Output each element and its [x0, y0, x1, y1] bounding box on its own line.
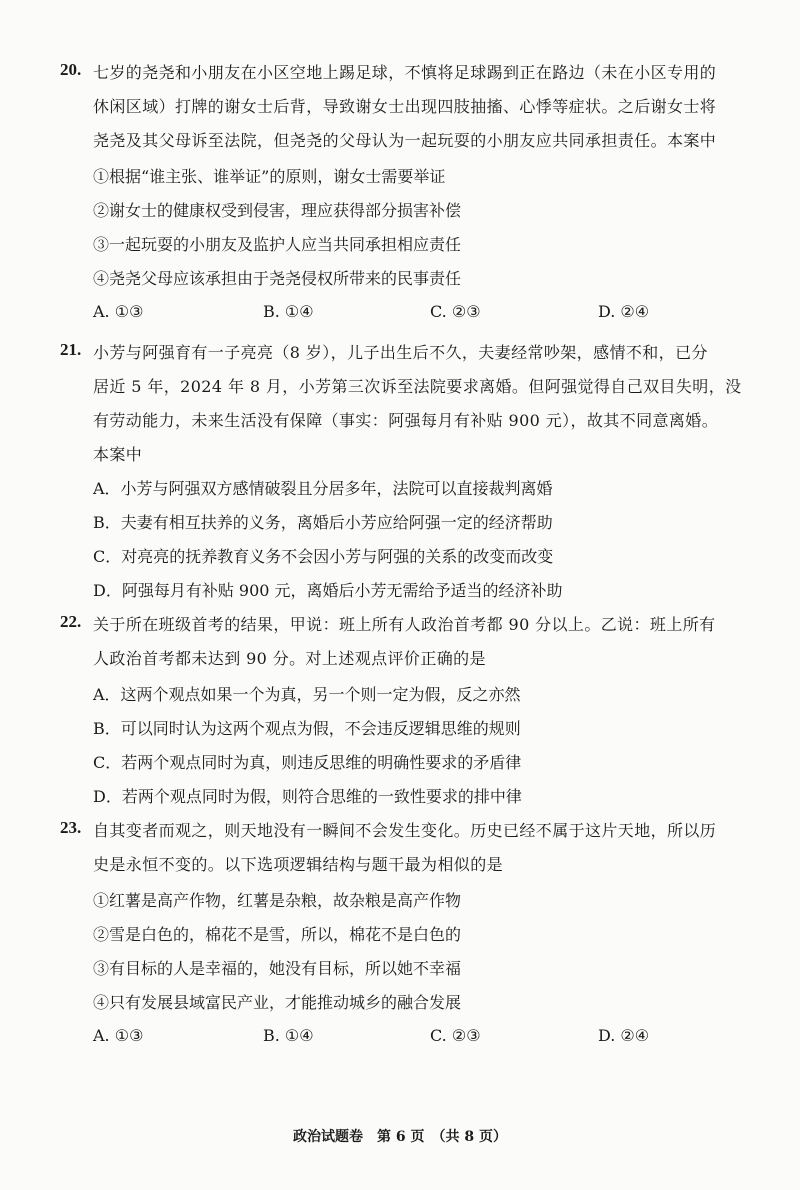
question-text-line: 史是永恒不变的。以下选项逻辑结构与题干最为相似的是 [93, 855, 504, 874]
choice-a[interactable]: A．这两个观点如果一个为真，另一个则一定为假，反之亦然 [93, 685, 521, 704]
question-text-line: 尧尧及其父母诉至法院，但尧尧的父母认为一起玩耍的小朋友应共同承担责任。本案中 [93, 131, 717, 150]
choice-b[interactable]: B. ①④ [263, 1026, 314, 1045]
statement: ①根据“谁主张、谁举证”的原则，谢女士需要举证 [93, 167, 446, 186]
choice-d[interactable]: D. ②④ [598, 302, 650, 321]
question-text-line: 居近 5 年，2024 年 8 月，小芳第三次诉至法院要求离婚。但阿强觉得自己双目失明，没 [93, 377, 742, 396]
question-text-line: 自其变者而观之，则天地没有一瞬间不会发生变化。历史已经不属于这片天地，所以历 [93, 821, 717, 840]
choice-b[interactable]: B．夫妻有相互扶养的义务，离婚后小芳应给阿强一定的经济帮助 [93, 513, 553, 532]
choice-c[interactable]: C. ②③ [430, 1026, 481, 1045]
choice-a[interactable]: A．小芳与阿强双方感情破裂且分居多年，法院可以直接裁判离婚 [93, 479, 553, 498]
page-footer: 政治试题卷 第 6 页 （共 8 页） [293, 1129, 507, 1145]
question-text-line: 小芳与阿强育有一子亮亮（8 岁），儿子出生后不久，夫妻经常吵架，感情不和，已分 [93, 343, 708, 362]
question-number: 22. [60, 612, 82, 631]
choice-c[interactable]: C. ②③ [430, 302, 481, 321]
choice-d[interactable]: D．阿强每月有补贴 900 元，离婚后小芳无需给予适当的经济补助 [93, 581, 563, 600]
statement: ③有目标的人是幸福的，她没有目标，所以她不幸福 [93, 959, 462, 978]
question-number: 23. [60, 818, 82, 837]
question-text-line: 人政治首考都未达到 90 分。对上述观点评价正确的是 [93, 649, 486, 668]
statement: ④尧尧父母应该承担由于尧尧侵权所带来的民事责任 [93, 269, 462, 288]
question-text-line: 本案中 [93, 445, 143, 464]
question-text-line: 七岁的尧尧和小朋友在小区空地上踢足球，不慎将足球踢到正在路边（未在小区专用的 [93, 63, 717, 82]
statement: ④只有发展县域富民产业，才能推动城乡的融合发展 [93, 993, 462, 1012]
choice-d[interactable]: D. ②④ [598, 1026, 650, 1045]
choice-b[interactable]: B. ①④ [263, 302, 314, 321]
statement: ①红薯是高产作物，红薯是杂粮，故杂粮是高产作物 [93, 891, 462, 910]
statement: ③一起玩耍的小朋友及监护人应当共同承担相应责任 [93, 235, 462, 254]
choice-a[interactable]: A. ①③ [93, 1026, 144, 1045]
statement: ②雪是白色的，棉花不是雪，所以，棉花不是白色的 [93, 925, 462, 944]
question-text-line: 有劳动能力，未来生活没有保障（事实：阿强每月有补贴 900 元），故其不同意离婚。 [93, 411, 719, 430]
question-number: 21. [60, 340, 82, 359]
question-number: 20. [60, 60, 82, 79]
choice-c[interactable]: C．对亮亮的抚养教育义务不会因小芳与阿强的关系的改变而改变 [93, 547, 554, 566]
statement: ②谢女士的健康权受到侵害，理应获得部分损害补偿 [93, 201, 462, 220]
question-text-line: 关于所在班级首考的结果，甲说：班上所有人政治首考都 90 分以上。乙说：班上所有 [93, 615, 716, 634]
choice-a[interactable]: A. ①③ [93, 302, 144, 321]
choice-b[interactable]: B．可以同时认为这两个观点为假，不会违反逻辑思维的规则 [93, 719, 521, 738]
choice-d[interactable]: D．若两个观点同时为假，则符合思维的一致性要求的排中律 [93, 787, 522, 806]
choice-c[interactable]: C．若两个观点同时为真，则违反思维的明确性要求的矛盾律 [93, 753, 522, 772]
question-text-line: 休闲区域）打牌的谢女士后背，导致谢女士出现四肢抽搐、心悸等症状。之后谢女士将 [93, 97, 717, 116]
